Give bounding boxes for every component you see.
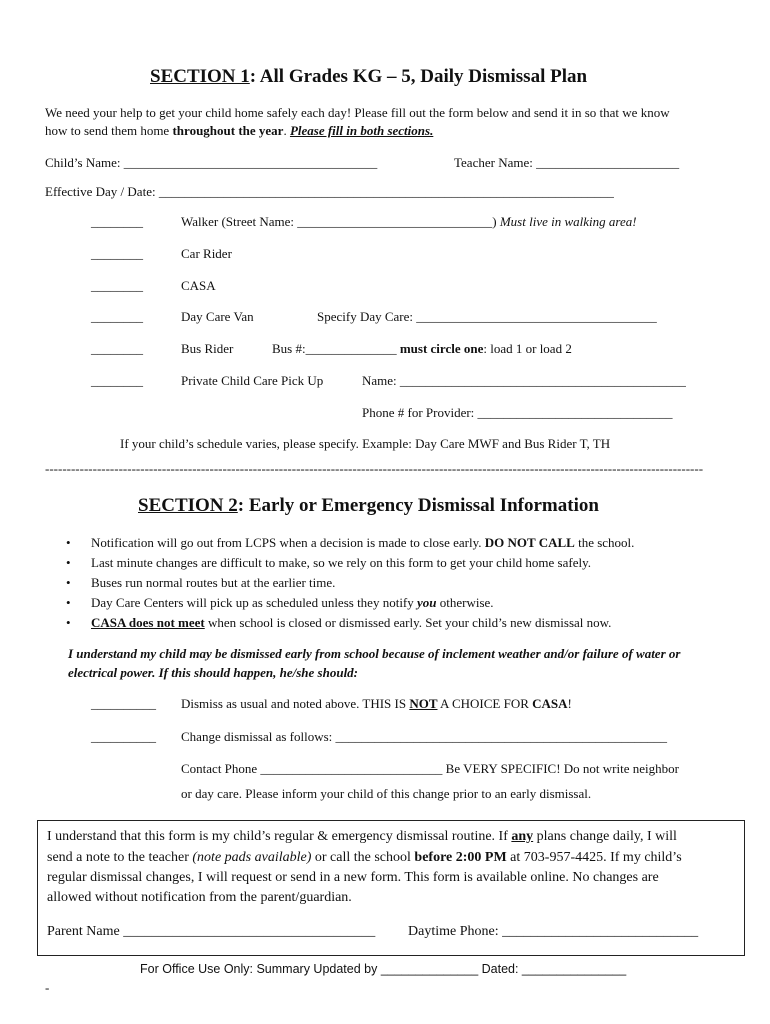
agreement-line-2: send a note to the teacher (note pads available) or call the school before 2:00 PM at 703-957-4425. If my child’s	[47, 850, 682, 865]
agreement-box	[37, 820, 745, 956]
contact-phone-field[interactable]: Contact Phone ____________________________ Be VERY SPECIFIC! Do not write neighbor	[181, 761, 679, 776]
private-pickup-check-blank[interactable]: ________	[91, 373, 143, 388]
car-rider-option: Car Rider	[181, 246, 232, 261]
agreement-line-1: I understand that this form is my child’s regular & emergency dismissal routine. If any plans change daily, I will	[47, 829, 677, 844]
intro-line-2: how to send them home throughout the year. Please fill in both sections.	[45, 123, 434, 138]
change-dismissal-field[interactable]: Change dismissal as follows: ___________________________________________________	[181, 729, 668, 744]
parent-name-field[interactable]: Parent Name ____________________________________	[47, 924, 376, 939]
list-item: • Day Care Centers will pick up as scheduled unless they notify you otherwise.	[66, 593, 634, 613]
list-item: • Buses run normal routes but at the earlier time.	[66, 573, 634, 593]
understand-line-1: I understand my child may be dismissed early from school because of inclement weather and/or failure of water or	[68, 646, 681, 661]
bus-number-field[interactable]: Bus #:______________ must circle one: load 1 or load 2	[272, 341, 572, 356]
bullet-icon: •	[66, 535, 71, 550]
intro-line-1: We need your help to get your child home safely each day! Please fill out the form below and send it in so that we know	[45, 105, 670, 120]
casa-option: CASA	[181, 278, 216, 293]
schedule-varies-note: If your child’s schedule varies, please specify. Example: Day Care MWF and Bus Rider T, TH	[120, 436, 611, 451]
understand-line-2: electrical power. If this should happen, he/she should:	[68, 665, 359, 680]
section-divider: --------------------------------------------------------------------------------------------------------------------------------------------------------	[45, 461, 704, 476]
walker-check-blank[interactable]: ________	[91, 214, 143, 229]
section-1-heading: SECTION 1: All Grades KG – 5, Daily Dismissal Plan	[150, 66, 588, 87]
contact-phone-note: or day care. Please inform your child of this change prior to an early dismissal.	[181, 786, 592, 801]
bullet-icon: •	[66, 595, 71, 610]
bullet-icon: •	[66, 575, 71, 590]
private-pickup-option: Private Child Care Pick Up	[181, 373, 324, 388]
fill-both-sections-note: Please fill in both sections.	[289, 123, 434, 138]
bullet-icon: •	[66, 555, 71, 570]
car-rider-check-blank[interactable]: ________	[91, 246, 143, 261]
office-use-line: For Office Use Only: Summary Updated by ______________ Dated: _______________	[140, 962, 627, 976]
effective-date-field[interactable]: Effective Day / Date: ______________________________________________________________________	[45, 184, 614, 199]
childs-name-field[interactable]: Child’s Name: _______________________________________	[45, 155, 378, 170]
bus-rider-option: Bus Rider	[181, 341, 234, 356]
casa-check-blank[interactable]: ________	[91, 278, 143, 293]
specify-day-care-field[interactable]: Specify Day Care: _____________________________________	[317, 309, 657, 324]
provider-phone-field[interactable]: Phone # for Provider: ______________________________	[362, 405, 673, 420]
day-care-van-option: Day Care Van	[181, 309, 254, 324]
daytime-phone-field[interactable]: Daytime Phone: ____________________________	[408, 924, 699, 939]
footer-mark: -	[45, 980, 50, 995]
change-dismissal-blank[interactable]: __________	[91, 729, 156, 744]
agreement-line-4: allowed without notification from the parent/guardian.	[47, 890, 352, 905]
provider-name-field[interactable]: Name: ____________________________________________	[362, 373, 686, 388]
walker-option: Walker (Street Name: ______________________________) Must live in walking area!	[181, 214, 637, 229]
bullet-icon: •	[66, 615, 71, 630]
list-item: • Notification will go out from LCPS when a decision is made to close early. DO NOT CALL the school.	[66, 533, 634, 553]
section-2-heading: SECTION 2: Early or Emergency Dismissal Information	[138, 495, 599, 516]
list-item: • CASA does not meet when school is closed or dismissed early. Set your child’s new dismissal now.	[66, 613, 634, 633]
list-item: • Last minute changes are difficult to make, so we rely on this form to get your child home safely.	[66, 553, 634, 573]
dismiss-as-usual-blank[interactable]: __________	[91, 696, 156, 711]
dismiss-as-usual-option: Dismiss as usual and noted above. THIS IS NOT A CHOICE FOR CASA!	[181, 696, 572, 711]
agreement-line-3: regular dismissal changes, I will request or send in a new form. This form is available online. No changes are	[47, 870, 659, 885]
day-care-van-check-blank[interactable]: ________	[91, 309, 143, 324]
bus-rider-check-blank[interactable]: ________	[91, 341, 143, 356]
dismissal-info-list	[66, 533, 634, 633]
teacher-name-field[interactable]: Teacher Name: ______________________	[454, 155, 680, 170]
